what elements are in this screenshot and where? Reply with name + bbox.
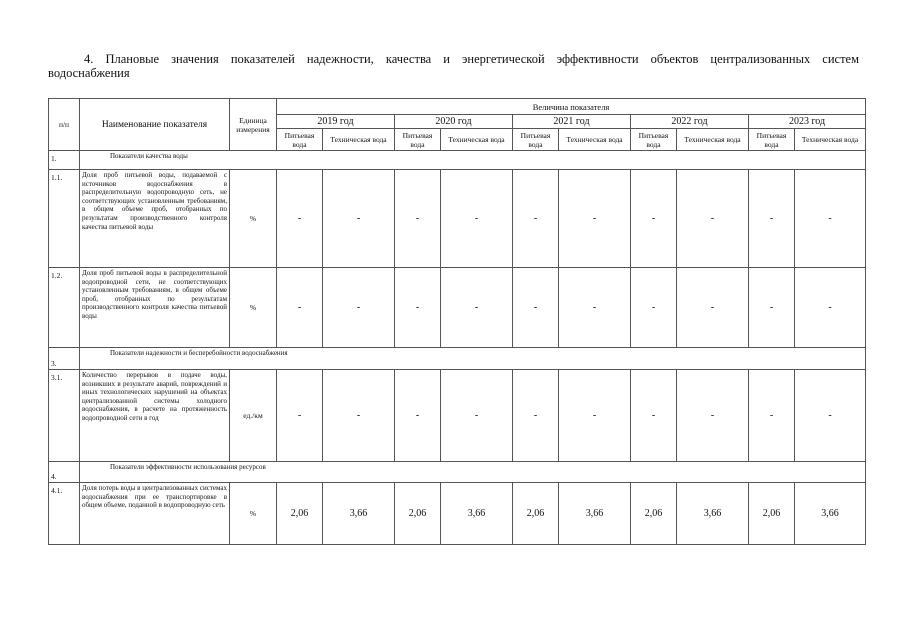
value-cell: -: [749, 370, 795, 462]
value-cell: -: [277, 370, 323, 462]
value-cell: -: [749, 268, 795, 348]
value-cell: -: [395, 170, 441, 268]
value-cell: -: [749, 170, 795, 268]
sub-header-potable: Питьевая вода: [395, 129, 441, 151]
value-cell: -: [323, 170, 395, 268]
sub-header-potable: Питьевая вода: [277, 129, 323, 151]
sub-header-technical: Техническая вода: [677, 129, 749, 151]
indicator-name: Доля проб питьевой воды в распределительной водопроводной сети, не соответствующих установленным требованиям, в общем объеме проб, отобранных по результатам производственного контроля качества питьевой воды: [80, 268, 230, 348]
value-cell: -: [441, 170, 513, 268]
value-cell: -: [559, 268, 631, 348]
sub-header-technical: Техническая вода: [323, 129, 395, 151]
value-cell: -: [559, 370, 631, 462]
value-cell: -: [277, 268, 323, 348]
value-cell: -: [677, 268, 749, 348]
value-cell: -: [795, 170, 866, 268]
indicator-unit: %: [230, 170, 277, 268]
value-cell: 2,06: [395, 483, 441, 545]
indicator-unit: %: [230, 483, 277, 545]
value-cell: -: [631, 268, 677, 348]
value-cell: -: [513, 170, 559, 268]
row-number: 3.1.: [49, 370, 80, 462]
value-cell: -: [677, 370, 749, 462]
year-header: 2021 год: [513, 115, 631, 129]
value-cell: -: [631, 170, 677, 268]
indicator-name: Доля проб питьевой воды, подаваемой с источников водоснабжения в распределительную водопроводную сеть, не соответствующих установленным требованиям, в общем объеме проб, отобранных по результатам производственного контроля качества питьевой воды: [80, 170, 230, 268]
value-cell: 2,06: [513, 483, 559, 545]
value-cell: -: [795, 370, 866, 462]
value-cell: 2,06: [631, 483, 677, 545]
year-header: 2019 год: [277, 115, 395, 129]
value-cell: -: [513, 268, 559, 348]
indicator-name: Доля потерь воды в централизованных системах водоснабжения при ее транспортировке в общем объеме, поданной в водопроводную сеть: [80, 483, 230, 545]
value-cell: 3,66: [441, 483, 513, 545]
value-cell: -: [441, 268, 513, 348]
col-header-num: п/п: [49, 99, 80, 151]
col-header-name: Наименование показателя: [80, 99, 230, 151]
value-cell: 3,66: [323, 483, 395, 545]
value-cell: -: [677, 170, 749, 268]
section-number: 3.: [49, 348, 80, 370]
value-cell: -: [513, 370, 559, 462]
year-header: 2020 год: [395, 115, 513, 129]
heading-line-1: 4. Плановые значения показателей надежности, качества и энергетической эффективности объектов централизованных систем: [84, 52, 859, 66]
table-row: [49, 370, 866, 462]
row-number: 4.1.: [49, 483, 80, 545]
value-cell: -: [441, 370, 513, 462]
section-number: 1.: [49, 151, 80, 170]
row-number: 1.2.: [49, 268, 80, 348]
section-row: [49, 151, 866, 170]
indicator-unit: ед./км: [230, 370, 277, 462]
value-cell: -: [323, 370, 395, 462]
year-header: 2022 год: [631, 115, 749, 129]
sub-header-technical: Техническая вода: [559, 129, 631, 151]
col-header-value: Величина показателя: [277, 99, 866, 115]
row-number: 1.1.: [49, 170, 80, 268]
indicators-table: [48, 98, 866, 545]
value-cell: 2,06: [277, 483, 323, 545]
sub-header-potable: Питьевая вода: [513, 129, 559, 151]
sub-header-potable: Питьевая вода: [631, 129, 677, 151]
sub-header-technical: Техническая вода: [795, 129, 866, 151]
section-heading: [48, 52, 859, 80]
value-cell: 3,66: [677, 483, 749, 545]
section-title: Показатели надежности и бесперебойности водоснабжения: [80, 348, 866, 370]
value-cell: -: [323, 268, 395, 348]
section-title: Показатели эффективности использования ресурсов: [80, 462, 866, 483]
sub-header-potable: Питьевая вода: [749, 129, 795, 151]
section-title: Показатели качества воды: [80, 151, 866, 170]
sub-header-technical: Техническая вода: [441, 129, 513, 151]
value-cell: 3,66: [795, 483, 866, 545]
table-row: [49, 483, 866, 545]
value-cell: -: [395, 370, 441, 462]
value-cell: -: [631, 370, 677, 462]
value-cell: -: [395, 268, 441, 348]
value-cell: 3,66: [559, 483, 631, 545]
section-row: [49, 348, 866, 370]
col-header-unit: Единица измерения: [230, 99, 277, 151]
value-cell: -: [559, 170, 631, 268]
year-header: 2023 год: [749, 115, 866, 129]
value-cell: -: [795, 268, 866, 348]
section-number: 4.: [49, 462, 80, 483]
value-cell: -: [277, 170, 323, 268]
heading-line-2: водоснабжения: [48, 66, 130, 80]
indicator-name: Количество перерывов в подаче воды, возникших в результате аварий, повреждений и иных технологических нарушений на объектах централизованной системы холодного водоснабжения, в расчете на протяженность водопроводной сети в год: [80, 370, 230, 462]
table-row: [49, 170, 866, 268]
indicator-unit: %: [230, 268, 277, 348]
section-row: [49, 462, 866, 483]
value-cell: 2,06: [749, 483, 795, 545]
table-row: [49, 268, 866, 348]
